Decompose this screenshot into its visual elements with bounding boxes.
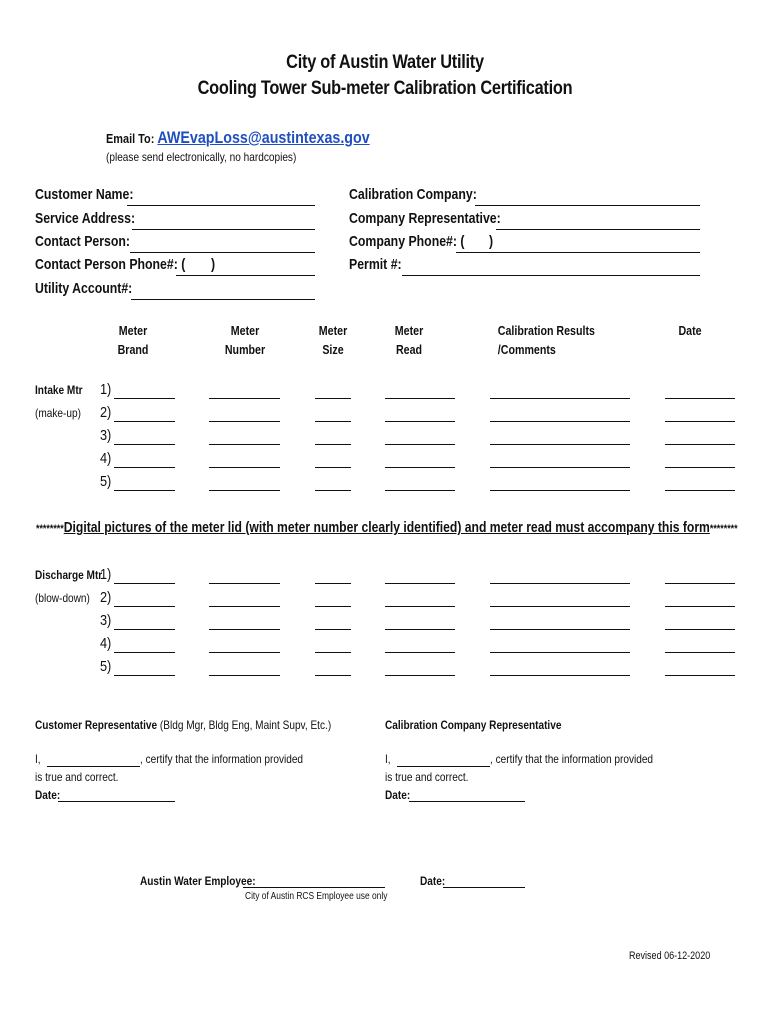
- discharge-row-number: 5): [99, 658, 112, 675]
- cert-customer-true: is true and correct.: [35, 770, 119, 784]
- intake-size-field-3[interactable]: [315, 444, 351, 445]
- permit-label: Permit #:: [349, 256, 402, 273]
- utility-account-label: Utility Account#:: [35, 280, 133, 297]
- discharge-brand-field-1[interactable]: [114, 583, 175, 584]
- email-note: (please send electronically, no hardcopies): [106, 150, 297, 164]
- discharge-brand-field-4[interactable]: [114, 652, 175, 653]
- intake-brand-field-3[interactable]: [114, 444, 175, 445]
- intake-read-field-1[interactable]: [385, 398, 455, 399]
- company-phone-paren: ): [489, 233, 494, 250]
- discharge-row-number: 2): [99, 589, 112, 606]
- intake-brand-field-2[interactable]: [114, 421, 175, 422]
- cert-company-date-label: Date:: [385, 788, 411, 802]
- employee-note: City of Austin RCS Employee use only: [245, 891, 388, 902]
- discharge-date-field-5[interactable]: [665, 675, 735, 676]
- customer-name-field[interactable]: [127, 205, 315, 206]
- calibration-company-label: Calibration Company:: [349, 186, 477, 203]
- utility-account-field[interactable]: [131, 299, 315, 300]
- contact-person-field[interactable]: [130, 252, 315, 253]
- cert-company-date-field[interactable]: [409, 801, 525, 802]
- cert-customer-i: I,: [35, 752, 41, 766]
- intake-brand-field-1[interactable]: [114, 398, 175, 399]
- discharge-results-field-4[interactable]: [490, 652, 630, 653]
- cert-customer-heading-bold: Customer Representative: [35, 718, 158, 732]
- employee-date-field[interactable]: [443, 887, 525, 888]
- intake-date-field-3[interactable]: [665, 444, 735, 445]
- cert-customer-date-field[interactable]: [58, 801, 175, 802]
- email-label: Email To:: [106, 131, 158, 146]
- cert-customer-heading-normal: (Bldg Mgr, Bldg Eng, Maint Supv, Etc.): [157, 718, 332, 732]
- intake-date-field-2[interactable]: [665, 421, 735, 422]
- discharge-read-field-5[interactable]: [385, 675, 455, 676]
- employee-date-label: Date:: [420, 874, 446, 888]
- contact-phone-field[interactable]: [176, 275, 315, 276]
- discharge-size-field-1[interactable]: [315, 583, 351, 584]
- discharge-brand-field-5[interactable]: [114, 675, 175, 676]
- notice-text: Digital pictures of the meter lid (with meter number clearly identified) and meter read must accompany this form: [63, 519, 710, 536]
- discharge-size-field-3[interactable]: [315, 629, 351, 630]
- intake-results-field-2[interactable]: [490, 421, 630, 422]
- intake-number-field-1[interactable]: [209, 398, 280, 399]
- discharge-row-number: 1): [99, 566, 112, 583]
- discharge-date-field-4[interactable]: [665, 652, 735, 653]
- discharge-brand-field-2[interactable]: [114, 606, 175, 607]
- title-line-2: Cooling Tower Sub-meter Calibration Certification: [197, 78, 573, 99]
- email-link[interactable]: AWEvapLoss@austintexas.gov: [157, 128, 370, 147]
- cert-customer-heading: [35, 718, 331, 732]
- company-rep-label: Company Representative:: [349, 210, 501, 227]
- title-line-1: City of Austin Water Utility: [286, 52, 484, 73]
- intake-date-field-4[interactable]: [665, 467, 735, 468]
- intake-results-field-3[interactable]: [490, 444, 630, 445]
- notice: [36, 519, 738, 536]
- intake-size-field-5[interactable]: [315, 490, 351, 491]
- col-header-size: Meter Size: [318, 323, 348, 357]
- notice-stars-right: ********: [709, 523, 738, 535]
- intake-number-field-2[interactable]: [209, 421, 280, 422]
- intake-read-field-2[interactable]: [385, 421, 455, 422]
- email-row: [106, 128, 370, 148]
- intake-row-number: 2): [99, 404, 112, 421]
- discharge-results-field-1[interactable]: [490, 583, 630, 584]
- intake-date-field-5[interactable]: [665, 490, 735, 491]
- intake-read-field-3[interactable]: [385, 444, 455, 445]
- customer-name-label: Customer Name:: [35, 186, 134, 203]
- discharge-size-field-2[interactable]: [315, 606, 351, 607]
- intake-row-number: 3): [99, 427, 112, 444]
- cert-company-certify: , certify that the information provided: [490, 752, 654, 766]
- intake-brand-field-4[interactable]: [114, 467, 175, 468]
- intake-results-field-1[interactable]: [490, 398, 630, 399]
- col-header-brand: Meter Brand: [117, 323, 149, 357]
- company-phone-field[interactable]: [456, 252, 700, 253]
- intake-size-field-4[interactable]: [315, 467, 351, 468]
- discharge-read-field-3[interactable]: [385, 629, 455, 630]
- intake-row-number: 4): [99, 450, 112, 467]
- contact-person-label: Contact Person:: [35, 233, 131, 250]
- intake-results-field-4[interactable]: [490, 467, 630, 468]
- cert-company-i: I,: [385, 752, 391, 766]
- employee-field[interactable]: [243, 887, 385, 888]
- company-phone-label: Company Phone#: (: [349, 233, 465, 250]
- discharge-read-field-1[interactable]: [385, 583, 455, 584]
- discharge-row-number: 3): [99, 612, 112, 629]
- col-header-number: Meter Number: [224, 323, 266, 357]
- cert-company-true: is true and correct.: [385, 770, 469, 784]
- cert-customer-certify: , certify that the information provided: [140, 752, 304, 766]
- discharge-row-number: 4): [99, 635, 112, 652]
- discharge-number-field-1[interactable]: [209, 583, 280, 584]
- service-address-label: Service Address:: [35, 210, 136, 227]
- company-rep-field[interactable]: [496, 229, 700, 230]
- intake-label: Intake Mtr: [35, 383, 83, 397]
- employee-label: Austin Water Employee:: [140, 874, 256, 888]
- discharge-number-field-4[interactable]: [209, 652, 280, 653]
- intake-results-field-5[interactable]: [490, 490, 630, 491]
- revised-date: Revised 06-12-2020: [629, 950, 711, 962]
- intake-row-number: 1): [99, 381, 112, 398]
- discharge-number-field-3[interactable]: [209, 629, 280, 630]
- contact-phone-paren: ): [211, 256, 216, 273]
- intake-number-field-4[interactable]: [209, 467, 280, 468]
- service-address-field[interactable]: [132, 229, 315, 230]
- col-header-date: Date: [678, 323, 702, 338]
- notice-stars-left: ********: [36, 523, 64, 535]
- intake-read-field-4[interactable]: [385, 467, 455, 468]
- discharge-read-field-4[interactable]: [385, 652, 455, 653]
- intake-size-field-2[interactable]: [315, 421, 351, 422]
- cert-company-heading: Calibration Company Representative: [385, 718, 562, 732]
- col-header-read: Meter Read: [394, 323, 424, 357]
- intake-read-field-5[interactable]: [385, 490, 455, 491]
- discharge-results-field-2[interactable]: [490, 606, 630, 607]
- cert-customer-name-field[interactable]: [47, 766, 140, 767]
- discharge-sub: (blow-down): [35, 591, 90, 605]
- intake-brand-field-5[interactable]: [114, 490, 175, 491]
- discharge-brand-field-3[interactable]: [114, 629, 175, 630]
- intake-size-field-1[interactable]: [315, 398, 351, 399]
- discharge-number-field-5[interactable]: [209, 675, 280, 676]
- discharge-date-field-3[interactable]: [665, 629, 735, 630]
- discharge-read-field-2[interactable]: [385, 606, 455, 607]
- discharge-size-field-4[interactable]: [315, 652, 351, 653]
- calibration-company-field[interactable]: [475, 205, 700, 206]
- intake-sub: (make-up): [35, 406, 81, 420]
- permit-field[interactable]: [402, 275, 700, 276]
- intake-number-field-3[interactable]: [209, 444, 280, 445]
- col-header-results: Calibration Results /Comments: [497, 323, 595, 357]
- discharge-number-field-2[interactable]: [209, 606, 280, 607]
- discharge-size-field-5[interactable]: [315, 675, 351, 676]
- discharge-date-field-2[interactable]: [665, 606, 735, 607]
- contact-phone-label: Contact Person Phone#: (: [35, 256, 186, 273]
- intake-date-field-1[interactable]: [665, 398, 735, 399]
- discharge-results-field-3[interactable]: [490, 629, 630, 630]
- intake-row-number: 5): [99, 473, 112, 490]
- cert-company-name-field[interactable]: [397, 766, 490, 767]
- intake-number-field-5[interactable]: [209, 490, 280, 491]
- discharge-label: Discharge Mtr: [35, 568, 103, 582]
- discharge-date-field-1[interactable]: [665, 583, 735, 584]
- cert-customer-date-label: Date:: [35, 788, 61, 802]
- discharge-results-field-5[interactable]: [490, 675, 630, 676]
